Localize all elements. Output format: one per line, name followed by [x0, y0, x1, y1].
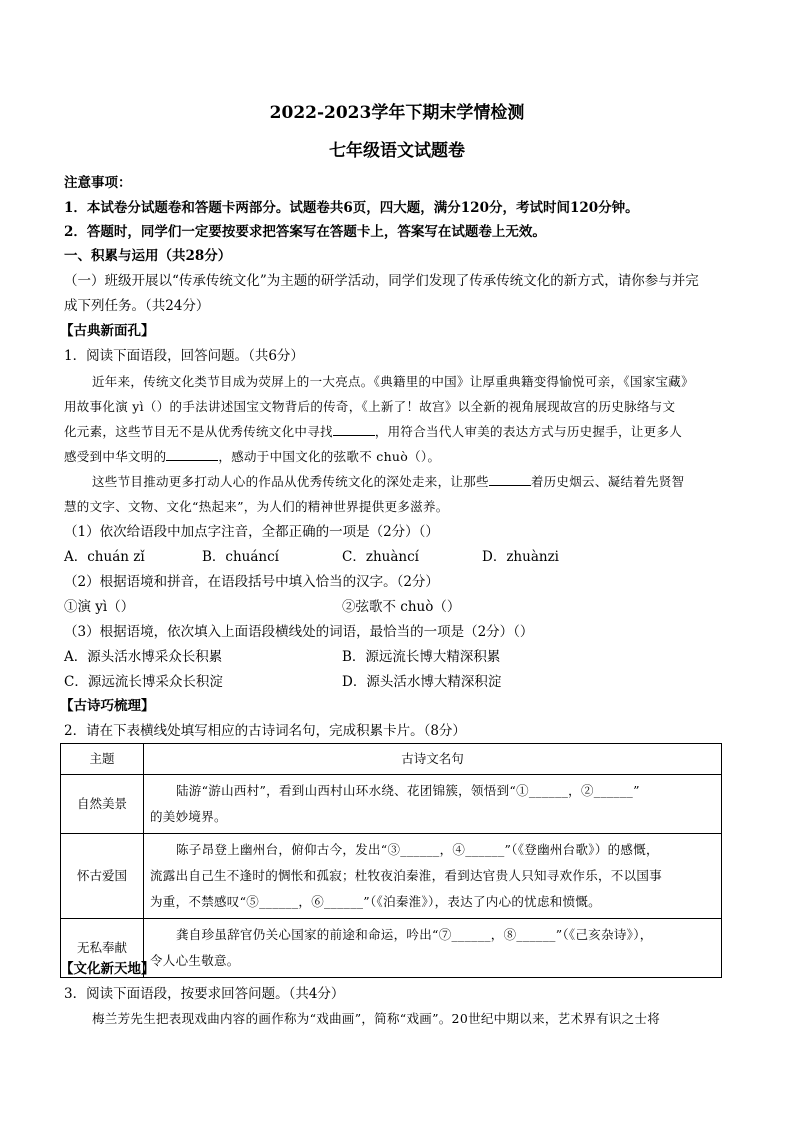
row-line: 的美妙境界。 — [150, 809, 227, 824]
passage-text: 感受到中华文明的 — [64, 449, 167, 464]
row-line: 陈子昂登上幽州台，俯仰古今，发出“③______，④______”（《登幽州台歌》）的感慨， — [176, 842, 659, 857]
section-intro-line-1: （一）班级开展以“传承传统文化”为主题的研学活动，同学们发现了传承传统文化的新方式，请你参与并完 — [64, 273, 699, 289]
passage-text: 这些节目推动更多打动人心的作品从优秀传统文化的深处走来，让那些 — [92, 474, 489, 489]
passage-line-6: 慧的文字、文物、文化“热起来”，为人们的精神世界提供更多滋养。 — [64, 499, 449, 514]
passage-line-4 — [64, 448, 734, 466]
option-b: B．源远流长博大精深积累 — [342, 649, 501, 665]
part-c-heading: 【文化新天地】 — [60, 961, 155, 977]
option-b: B．chuáncí — [202, 549, 279, 565]
passage-line-2: 用故事化演 yì（）的手法讲述国宝文物背后的传奇，《上新了！故宫》以全新的视角展现故宫的历史脉络与文 — [64, 399, 676, 414]
row-content — [144, 834, 722, 919]
option-c: C．源远流长博采众长积淀 — [64, 674, 223, 690]
answer-blank — [166, 448, 218, 461]
subquestion-2: （2）根据语境和拼音，在语段括号中填入恰当的汉字。（2分） — [64, 574, 439, 590]
row-line: 为重，不禁感叹“⑤______，⑥______”（《泊秦淮》），表达了内心的忧虑和愤慨。 — [150, 894, 601, 909]
table-row — [61, 834, 722, 919]
exam-subtitle: 七年级语文试题卷 — [329, 141, 465, 161]
row-theme: 怀古爱国 — [61, 834, 144, 919]
row-theme: 无私奉献 — [61, 919, 144, 978]
subquestion-3: （3）根据语境，依次填入上面语段横线处的词语，最恰当的一项是（2分）（） — [64, 624, 534, 640]
row-content — [144, 775, 722, 834]
passage-text: ，感动于中国文化的弦歌不 chuò（）。 — [218, 449, 441, 464]
option-a: A．源头活水博采众长积累 — [64, 649, 223, 665]
passage-text: 着历史烟云、凝结着先贤智 — [530, 474, 685, 489]
fill-item-1: ①演 yì（） — [64, 599, 135, 615]
notice-item-2: 2．答题时，同学们一定要按要求把答案写在答题卡上，答案写在试题卷上无效。 — [64, 224, 546, 240]
header-theme: 主题 — [61, 744, 144, 775]
row-line: 令人心生敬意。 — [150, 953, 240, 968]
question-2: 2．请在下表横线处填写相应的古诗词名句，完成积累卡片。（8分） — [64, 723, 466, 739]
fill-item-2: ②弦歌不 chuò（） — [342, 599, 461, 615]
question-3: 3．阅读下面语段，按要求回答问题。（共4分） — [64, 986, 345, 1002]
passage-line-1: 近年来，传统文化类节目成为荧屏上的一大亮点。《典籍里的中国》让厚重典籍变得愉悦可亲，《国家宝藏》 — [92, 374, 694, 389]
exam-title: 2022-2023学年下期末学情检测 — [269, 103, 525, 123]
row-theme: 自然美景 — [61, 775, 144, 834]
passage-line-3 — [64, 423, 734, 441]
section-heading: 一、积累与运用（共28分） — [64, 248, 232, 264]
row-line: 龚自珍虽辞官仍关心国家的前途和命运，吟出“⑦______，⑧______”（《己亥杂诗》）， — [176, 927, 653, 942]
question-1: 1．阅读下面语段，回答问题。（共6分） — [64, 348, 304, 364]
row-line: 流露出自己生不逢时的惆怅和孤寂；杜牧夜泊秦淮，看到达官贵人只知寻欢作乐，不以国事 — [150, 868, 663, 883]
option-c: C．zhuàncí — [342, 549, 419, 565]
answer-blank — [489, 473, 531, 486]
table-header-row — [61, 744, 722, 775]
passage-text: 化元素，这些节目无不是从优秀传统文化中寻找 — [64, 424, 333, 439]
part-a-heading: 【古典新面孔】 — [60, 323, 155, 339]
notice-heading: 注意事项： — [64, 175, 132, 191]
row-line: 陆游“游山西村”，看到山西村山环水绕、花团锦簇，领悟到“①______，②______” — [176, 783, 640, 798]
option-d: D．zhuànzi — [482, 549, 559, 565]
notice-item-1: 1．本试卷分试题卷和答题卡两部分。试题卷共6页，四大题，满分120分，考试时间120分钟。 — [64, 200, 639, 216]
table-row — [61, 775, 722, 834]
section-intro-line-2: 成下列任务。（共24分） — [64, 298, 210, 314]
subquestion-1: （1）依次给语段中加点字注音，全都正确的一项是（2分）（） — [64, 524, 439, 540]
answer-blank — [333, 423, 375, 436]
passage-text: ，用符合当代人审美的表达方式与历史握手，让更多人 — [374, 424, 683, 439]
part-b-heading: 【古诗巧梳理】 — [60, 698, 155, 714]
passage-line: 梅兰芳先生把表现戏曲内容的画作称为“戏曲画”，简称“戏画”。20世纪中期以来，艺术界有识之士将 — [92, 1011, 661, 1026]
poem-card-table — [60, 743, 722, 978]
option-a: A．chuán zǐ — [64, 549, 145, 565]
option-d: D．源头活水博大精深积淀 — [342, 674, 502, 690]
header-lines: 古诗文名句 — [144, 744, 722, 775]
passage-line-5 — [64, 473, 734, 491]
